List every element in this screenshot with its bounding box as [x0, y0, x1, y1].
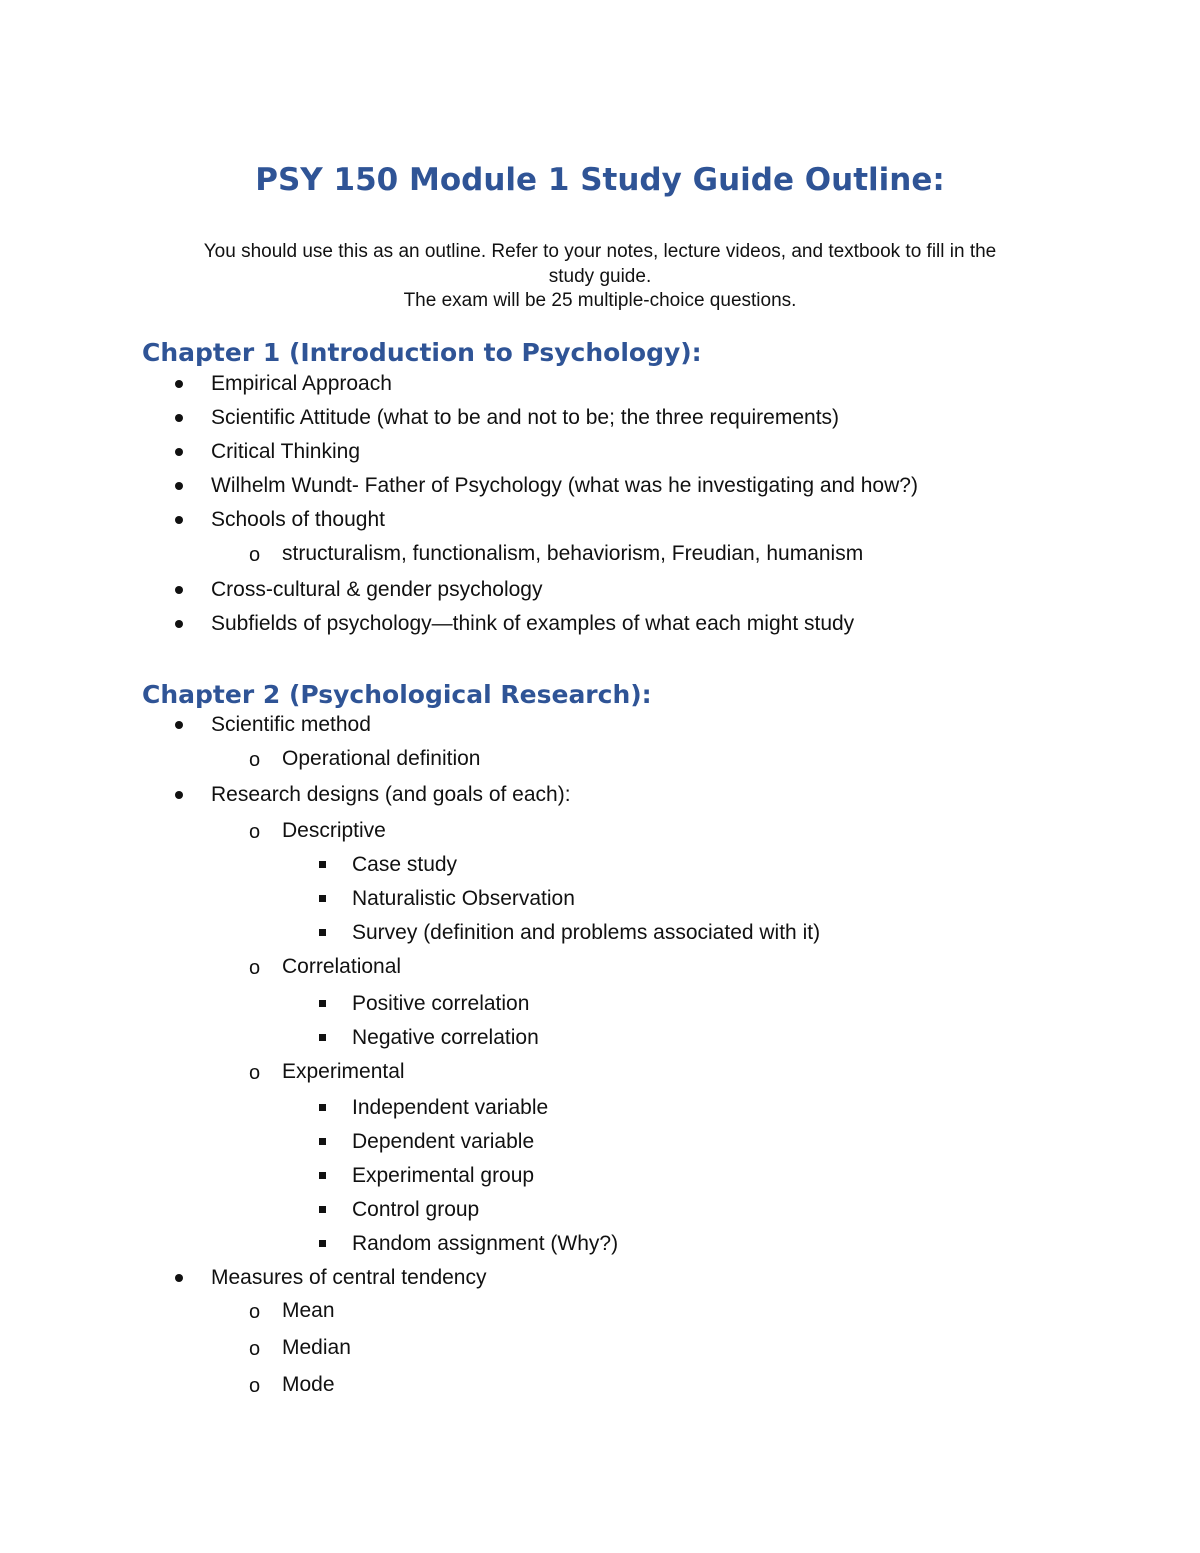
- list-item-label: Descriptive: [282, 819, 386, 842]
- list-subitem: [249, 1299, 335, 1323]
- list-item-label: Negative correlation: [352, 1026, 539, 1049]
- list-subsubitem: [352, 1164, 534, 1188]
- list-subsubitem: [352, 1232, 618, 1256]
- list-item: [211, 612, 854, 636]
- list-item-label: Mode: [282, 1373, 335, 1396]
- sub-bullet-icon: o: [249, 1375, 261, 1397]
- list-subitem: [249, 1336, 351, 1360]
- square-bullet-icon: [319, 1240, 326, 1247]
- square-bullet-icon: [319, 1000, 326, 1007]
- list-item: [211, 474, 918, 498]
- list-item-label: Measures of central tendency: [211, 1266, 487, 1289]
- sub-bullet-icon: o: [249, 957, 261, 979]
- intro-line-3: The exam will be 25 multiple-choice questions.: [403, 290, 797, 311]
- square-bullet-icon: [319, 1104, 326, 1111]
- list-item: [211, 1266, 486, 1290]
- list-item-label: Schools of thought: [211, 508, 385, 531]
- list-subitem: [249, 955, 402, 979]
- chapter-1-heading: Chapter 1 (Introduction to Psychology):: [142, 338, 702, 367]
- sub-bullet-icon: o: [249, 821, 261, 843]
- list-subsubitem: [352, 1130, 534, 1154]
- list-item-label: Dependent variable: [352, 1130, 535, 1153]
- bullet-icon: [175, 791, 183, 799]
- list-item: [211, 406, 839, 430]
- list-item-label: Naturalistic Observation: [352, 887, 575, 910]
- intro-text: [140, 240, 1060, 314]
- list-item-label: Operational definition: [282, 747, 481, 770]
- list-item-label: Critical Thinking: [211, 440, 360, 463]
- list-subsubitem: [352, 1096, 548, 1120]
- list-item: [211, 372, 392, 396]
- list-item-label: Median: [282, 1336, 351, 1359]
- list-item: [211, 440, 360, 464]
- list-subitem: [249, 542, 864, 566]
- list-subitem: [249, 819, 386, 843]
- square-bullet-icon: [319, 1172, 326, 1179]
- bullet-icon: [175, 1274, 183, 1282]
- bullet-icon: [175, 516, 183, 524]
- list-item-label: Experimental: [282, 1060, 405, 1083]
- list-subitem: [249, 1060, 405, 1084]
- list-item-label: Random assignment (Why?): [352, 1232, 619, 1255]
- sub-bullet-icon: o: [249, 749, 261, 771]
- list-item: [211, 713, 371, 737]
- list-subsubitem: [352, 853, 457, 877]
- sub-bullet-icon: o: [249, 1062, 261, 1084]
- square-bullet-icon: [319, 1138, 326, 1145]
- list-item-label: structuralism, functionalism, behaviorism, Freudian, humanism: [282, 542, 864, 565]
- list-item-label: Correlational: [282, 955, 402, 978]
- intro-line-1: You should use this as an outline. Refer to your notes, lecture videos, and textbook to fill in the: [203, 241, 997, 262]
- list-item-label: Positive correlation: [352, 992, 530, 1015]
- list-item-label: Experimental group: [352, 1164, 535, 1187]
- intro-line-2: study guide.: [548, 265, 652, 287]
- list-subsubitem: [352, 1026, 539, 1050]
- list-subsubitem: [352, 1198, 479, 1222]
- bullet-icon: [175, 414, 183, 422]
- list-item-label: Case study: [352, 853, 458, 876]
- list-item-label: Survey (definition and problems associated with it): [352, 921, 821, 944]
- sub-bullet-icon: o: [249, 1338, 261, 1360]
- list-subsubitem: [352, 887, 575, 911]
- list-item-label: Cross-cultural & gender psychology: [211, 578, 543, 601]
- square-bullet-icon: [319, 861, 326, 868]
- square-bullet-icon: [319, 1206, 326, 1213]
- chapter-2-heading: Chapter 2 (Psychological Research):: [142, 680, 652, 709]
- list-item-label: Control group: [352, 1198, 480, 1221]
- bullet-icon: [175, 620, 183, 628]
- page-title: PSY 150 Module 1 Study Guide Outline:: [255, 162, 945, 198]
- list-item-label: Independent variable: [352, 1096, 549, 1119]
- list-item-label: Scientific Attitude (what to be and not to be; the three requirements): [211, 406, 840, 429]
- list-subsubitem: [352, 921, 820, 945]
- list-item-label: Mean: [282, 1299, 335, 1322]
- list-item-label: Research designs (and goals of each):: [211, 783, 571, 806]
- sub-bullet-icon: o: [249, 544, 261, 566]
- list-item: [211, 508, 385, 532]
- sub-bullet-icon: o: [249, 1301, 261, 1323]
- list-item-label: Scientific method: [211, 713, 371, 736]
- list-item-label: Wilhelm Wundt- Father of Psychology (what was he investigating and how?): [211, 474, 918, 497]
- square-bullet-icon: [319, 929, 326, 936]
- list-subitem: [249, 747, 481, 771]
- bullet-icon: [175, 586, 183, 594]
- list-item: [211, 783, 571, 807]
- bullet-icon: [175, 380, 183, 388]
- bullet-icon: [175, 448, 183, 456]
- bullet-icon: [175, 482, 183, 490]
- list-item-label: Empirical Approach: [211, 372, 392, 395]
- bullet-icon: [175, 721, 183, 729]
- list-subsubitem: [352, 992, 529, 1016]
- square-bullet-icon: [319, 1034, 326, 1041]
- list-item: [211, 578, 543, 602]
- list-item-label: Subfields of psychology—think of examples of what each might study: [211, 612, 855, 635]
- list-subitem: [249, 1373, 335, 1397]
- square-bullet-icon: [319, 895, 326, 902]
